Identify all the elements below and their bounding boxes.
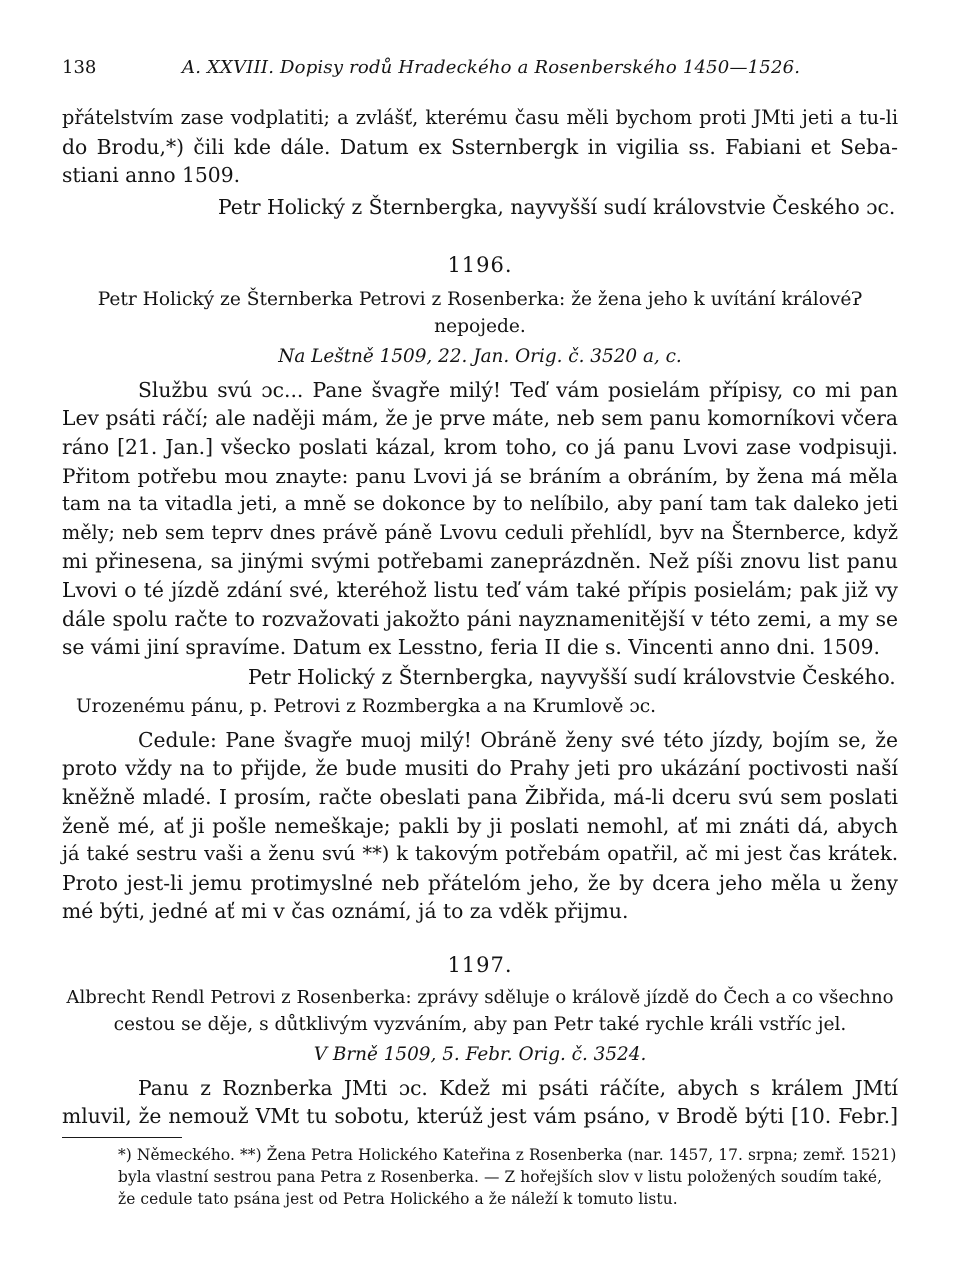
- text-line: Lvovi o té jízdě zdání své, kteréhož listu teď vám také přípis posielám; pak již vy: [62, 577, 898, 602]
- document-number: 1197.: [447, 952, 513, 977]
- signature: Petr Holický z Šternbergka, nayvyšší sudí královstvie Českého ɔc.: [218, 194, 896, 219]
- page-number: 138: [62, 57, 97, 78]
- footnotes: [62, 1144, 898, 1210]
- text-line: Lev psáti ráčí; ale naději mám, že je prve máte, neb sem panu komorníkovi včera: [62, 406, 898, 431]
- running-header: [62, 50, 898, 86]
- text-line: Proto jest-li jemu protimyslné neb přátelóm jeho, že by dcera jeho měla u ženy: [62, 870, 898, 895]
- document-source: Na Leštně 1509, 22. Jan. Orig. č. 3520 a, c.: [278, 345, 682, 367]
- text-line: měly; neb sem teprv dnes právě páně Lvovu ceduli přehlídl, byv na Šternberce, když: [62, 520, 898, 544]
- address: Urozenému pánu, p. Petrovi z Rozmbergka a na Krumlově ɔc.: [76, 695, 657, 717]
- letter-body: [62, 376, 898, 662]
- text-line: mé býti, jedné ať mi v čas oznámí, já to za vděk přijmu.: [62, 899, 629, 924]
- text-line: já také sestru vaši a ženu svú **) k takovým potřebám opatřil, ač mi jest čas krátek.: [62, 842, 898, 866]
- text-line: Panu z Roznberka JMti ɔc. Kdež mi psáti ráčíte, abych s králem JMtí: [138, 1075, 898, 1100]
- text-line: ženě mé, ať ji pošle nemeškaje; pakli by ji poslati nemohl, ať mi znáti dá, abych: [62, 813, 898, 838]
- footnote-rule: [62, 1137, 182, 1138]
- running-title: A. XXVIII. Dopisy rodů Hradeckého a Rosenberského 1450—1526.: [182, 57, 801, 78]
- continuation-paragraph: [62, 104, 898, 190]
- footnote-line: *) Německého. **) Žena Petra Holického Kateřina z Rosenberka (nar. 1457, 17. srpna; zemř. 1521): [118, 1146, 897, 1165]
- text-line: Cedule: Pane švagře muoj milý! Obráně ženy své této jízdy, bojím se, že: [138, 727, 898, 752]
- signature: Petr Holický z Šternbergka, nayvyšší sudí královstvie Českého.: [248, 664, 896, 689]
- text-line: ráno [21. Jan.] všecko poslati kázal, krom toho, co já panu Lvovi zase vodpisuji.: [62, 434, 898, 459]
- letter-body: [62, 1074, 898, 1131]
- text-line: proto vždy na to přijde, že bude musiti do Prahy jeti pro ukázání poctivosti naší: [62, 756, 898, 781]
- text-line: dále spolu račte to rozvažovati jakožto páni nayznamenitější v této zemi, a my se: [62, 606, 898, 631]
- text-line: do Brodu,*) čili kde dále. Datum ex Ssternbergk in vigilia ss. Fabiani et Seba-: [62, 134, 898, 159]
- document-regest: Petr Holický ze Šternberka Petrovi z Rosenberka: že žena jeho k uvítání královéɁ nepojede.: [97, 288, 863, 337]
- text-line: Službu svú ɔc... Pane švagře milý! Teď vám posielám přípisy, co mi pan: [138, 377, 898, 402]
- text-line: kněžně mladé. I prosím, račte obeslati pana Žibřida, má-li dceru svú sem poslati: [62, 784, 898, 809]
- text-line: přátelstvím zase vodplatiti; a zvlášť, kterému času měli bychom proti JMti jeti a tu-li: [62, 106, 898, 129]
- text-line: mluvil, že nemouž VMt tu sobotu, kterúž jest vám psáno, v Brodě býti [10. Febr.]: [62, 1104, 898, 1129]
- text-line: tam na ta vitadla jeti, a mně se dokonce by to nelíbilo, aby paní tam tak daleko jeti: [62, 492, 898, 516]
- document-number: 1196.: [447, 252, 513, 277]
- document-regest: [62, 984, 898, 1038]
- regest-line: cestou se děje, s důtklivým vyzváním, aby pan Petr také rychle králi vstříc jel.: [113, 1013, 847, 1035]
- text-line: stiani anno 1509.: [62, 163, 241, 188]
- regest-line: Albrecht Rendl Petrovi z Rosenberka: zprávy sděluje o králově jízdě do Čech a co všechno: [66, 986, 894, 1008]
- text-line: mi přinesena, sa jinými svými potřebami zaneprázdněn. Než píši znovu list panu: [62, 549, 898, 574]
- text-line: Přitom potřebu mou znayte: panu Lvovi já se bráním a obráním, by žena má měla: [62, 463, 898, 488]
- footnote-line: byla vlastní sestrou pana Petra z Rosenberka. — Z hořejších slov v listu položených soudím také,: [118, 1168, 883, 1187]
- footnote-line: že cedule tato psána jest od Petra Holického a že náleží k tomuto listu.: [118, 1190, 678, 1209]
- cedule-paragraph: [62, 726, 898, 926]
- text-line: se vámi jiní spravíme. Datum ex Lesstno, feria II die s. Vincenti anno dni. 1509.: [62, 635, 880, 660]
- document-page: [62, 50, 898, 1210]
- document-source: V Brně 1509, 5. Febr. Orig. č. 3524.: [313, 1043, 647, 1065]
